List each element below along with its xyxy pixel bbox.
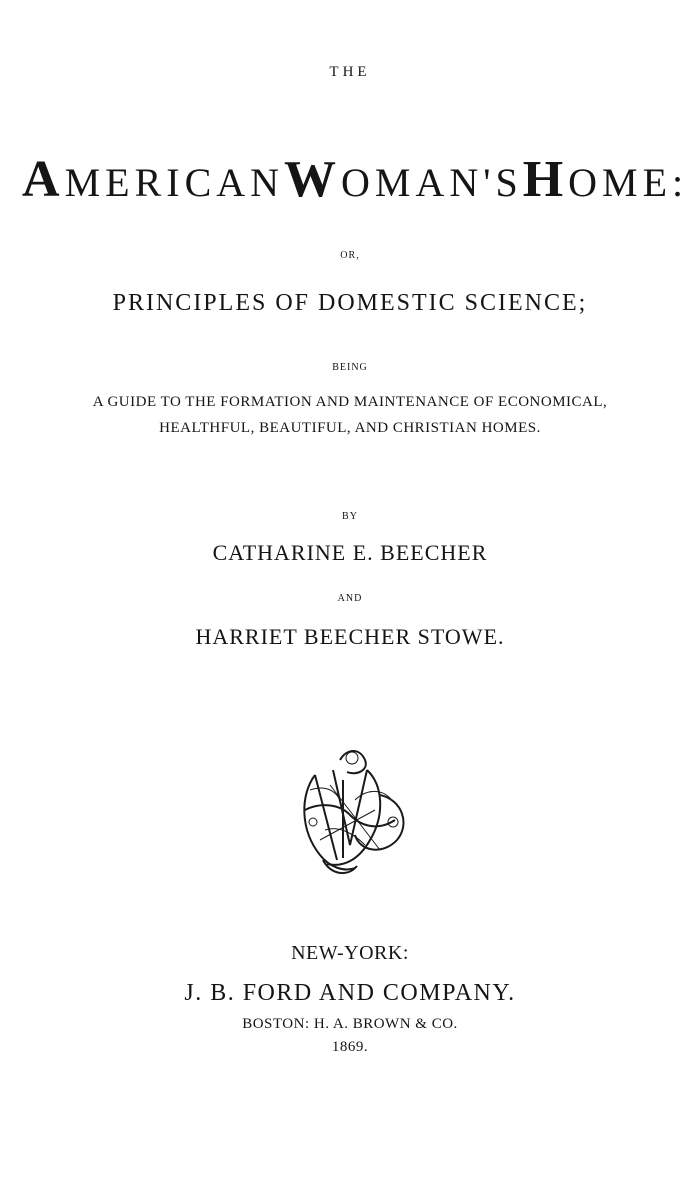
imprint-publisher: J. B. FORD AND COMPANY.	[184, 980, 516, 1006]
main-title	[22, 150, 689, 209]
title-word-american	[22, 150, 284, 209]
connector-by: BY	[342, 511, 358, 522]
description-line-1: A GUIDE TO THE FORMATION AND MAINTENANCE OF ECONOMICAL,	[92, 394, 608, 410]
imprint-place: NEW-YORK:	[291, 942, 409, 964]
author-2: HARRIET BEECHER STOWE.	[195, 624, 505, 649]
imprint-year: 1869.	[331, 1039, 369, 1055]
publisher-monogram-icon	[285, 740, 415, 880]
title-word-rest: OME:	[568, 160, 689, 205]
title-word-rest: MERICAN	[64, 160, 285, 205]
title-initial: A	[22, 151, 65, 208]
description-line-2: HEALTHFUL, BEAUTIFUL, AND CHRISTIAN HOMES.	[159, 420, 541, 436]
subtitle: PRINCIPLES OF DOMESTIC SCIENCE;	[112, 290, 588, 316]
connector-being: BEING	[332, 362, 368, 373]
title-word-womans	[284, 150, 523, 209]
title-initial: W	[284, 151, 342, 208]
title-initial: H	[522, 151, 569, 208]
connector-and: AND	[337, 593, 363, 604]
title-word-rest: OMAN'S	[341, 160, 523, 205]
imprint-agent: BOSTON: H. A. BROWN & CO.	[242, 1016, 458, 1032]
conjunction-or: OR,	[340, 250, 360, 261]
title-prefix: THE	[329, 64, 371, 80]
title-word-home	[523, 150, 688, 209]
author-1: CATHARINE E. BEECHER	[212, 540, 488, 565]
